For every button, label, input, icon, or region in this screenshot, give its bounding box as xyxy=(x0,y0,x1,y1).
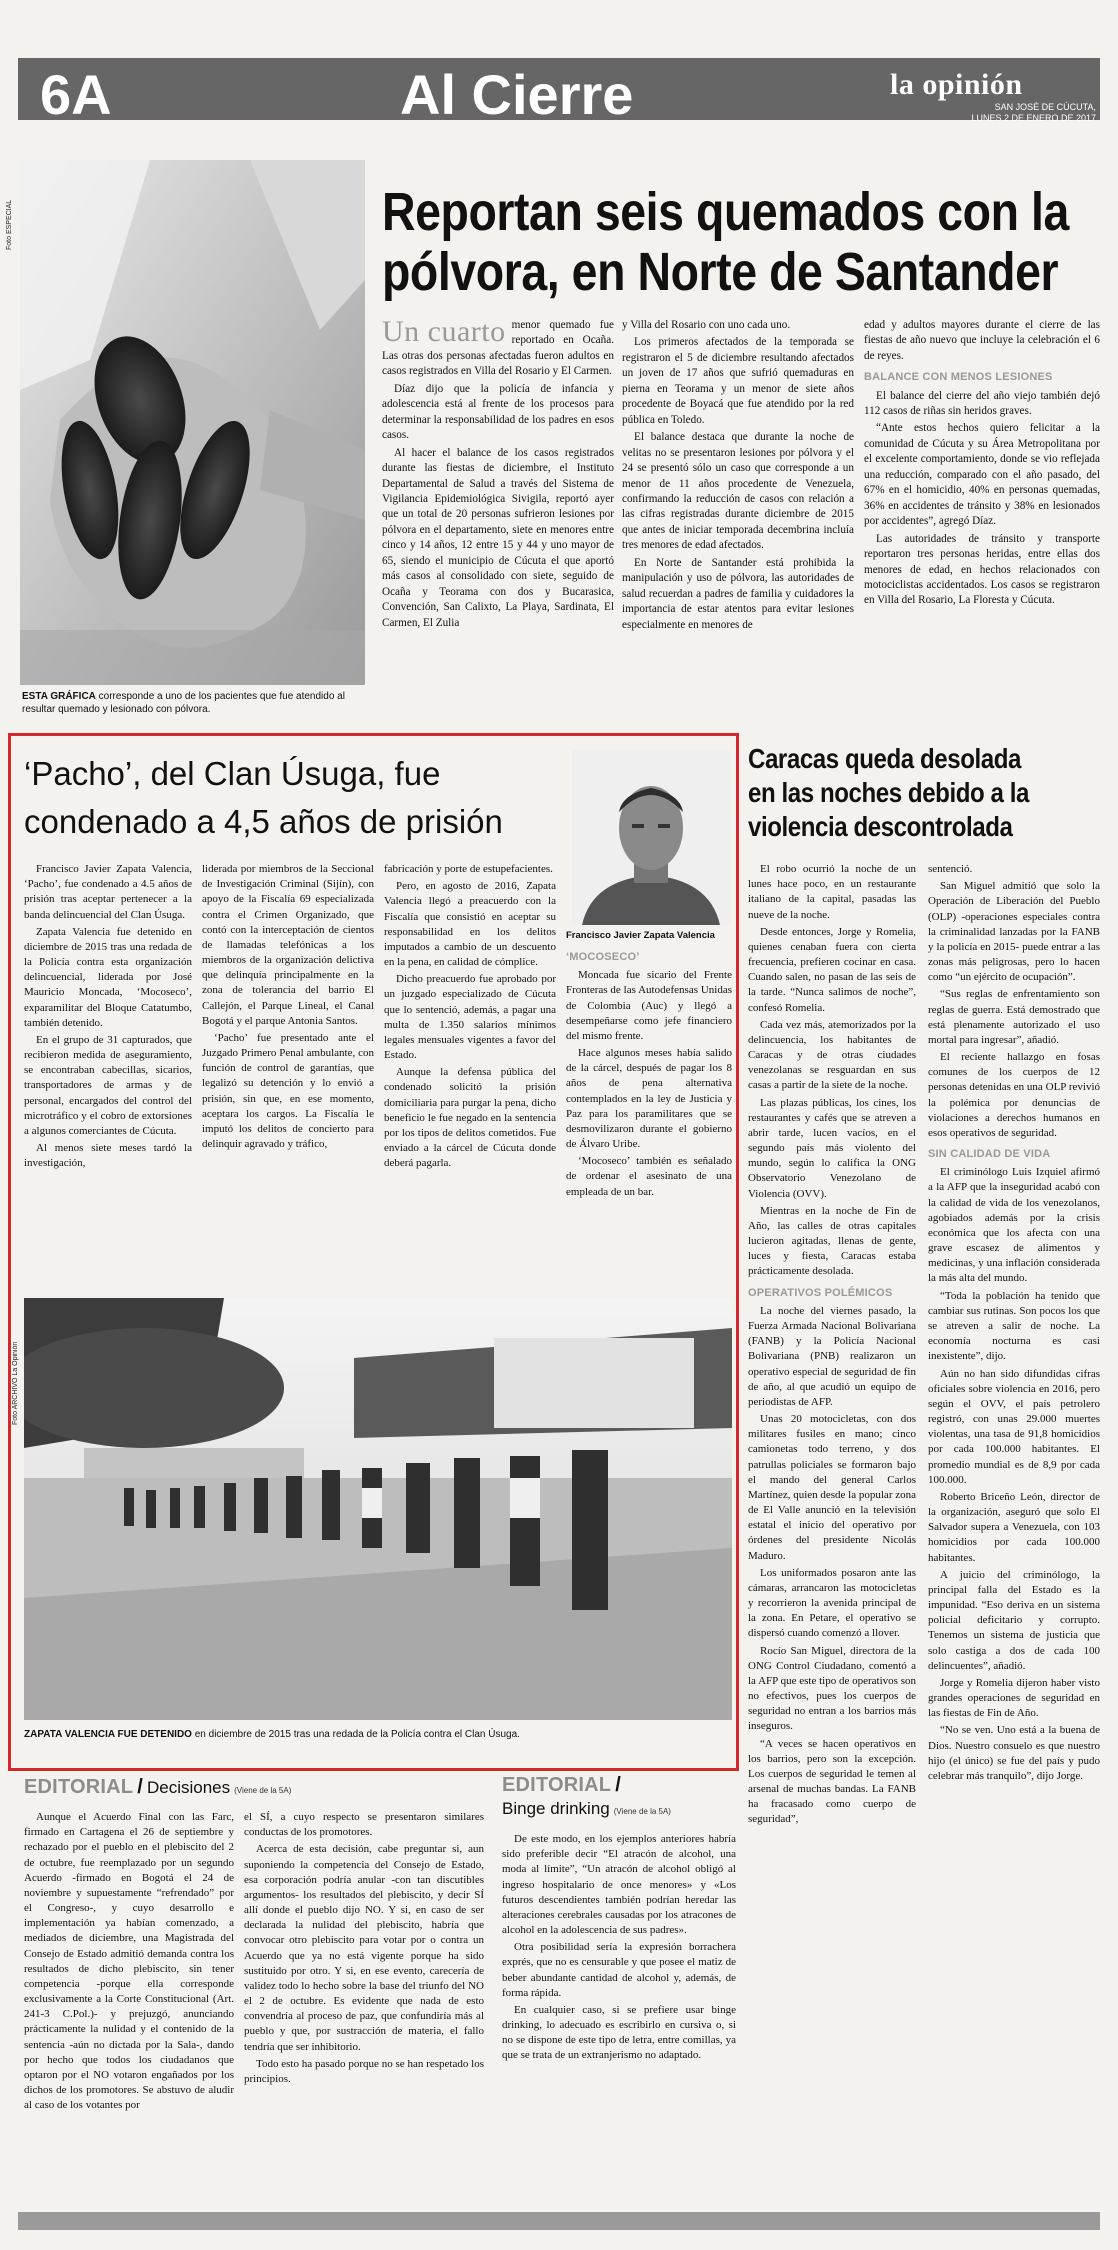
arrest-photo-image xyxy=(24,1298,732,1720)
story3-c1b-p1: La noche del viernes pasado, la Fuerza Armada Nacional Bolivariana (FANB) y la Policía Nacional Bolivariana (PNB) realizaron un operativo especial de seguridad de fin de año, al que acudió un equipo de periodistas de AFP. xyxy=(748,1304,916,1408)
story2-c4-p3: ‘Mocoseco’ también es señalado de ordenar el asesinato de una empleada de un bar. xyxy=(566,1155,732,1198)
edition-place: SAN JOSÉ DE CÚCUTA, xyxy=(994,102,1096,112)
editorial2-c1-p2: Otra posibilidad sería la expresión borrachera exprés, que no es censurable y que posee el matiz de beber abundante cantidad de alcohol y, además, de forma rápida. xyxy=(502,1941,736,1999)
story3-headline-line1: Caracas queda desolada xyxy=(748,743,1021,774)
arrest-photo-caption xyxy=(24,1728,732,1741)
story2-headline-line2: condenado a 4,5 años de prisión xyxy=(24,803,503,840)
story3-headline-line3: violencia descontrolada xyxy=(748,811,1013,842)
editorial1-column-1 xyxy=(24,1810,234,2115)
story3-c2b-p7: “No se ven. Uno está a la buena de Dios. Nuestro consuelo es que nuestro hijo (el único) se fue del país y pudo celebrar más tranquilo”, dijo Jorge. xyxy=(928,1724,1100,1782)
editorial1-c2-p2: Acerca de esta decisión, cabe preguntar si, aun suponiendo la competencia del Consejo de Estado, esa corporación podría anular -con tan discutibles argumentos- los resultados del plebiscito, y decir SÍ allí donde el pueblo dijo NO. Y si, en caso de ser declarada la nulidad del plebiscito, habría que convocar otro plebiscito para votar por o contra un Acuerdo que ya no está vigente porque ha sido sustituido por otro. Y si, en ese evento, carecería de validez todo lo hecho sobre la base del triunfo del NO el 2 de octubre. Es evidente que nada de esto convendría al proceso de paz, que confundiría más al pueblo y que, por sustracción de materia, el fallo tendría que ser inhibitorio. xyxy=(244,1843,484,2053)
story2-headline-line1: ‘Pacho’, del Clan Úsuga, fue xyxy=(24,755,441,792)
bottom-rule xyxy=(18,2212,1100,2230)
story2-c1-p4: Al menos siete meses tardó la investigación, xyxy=(24,1142,192,1170)
editorial2-c1-p1: De este modo, en los ejemplos anteriores habría sido preferible decir “El atracón de alcohol, una moda al límite”, “Un atracón de alcohol obligó al ingreso hospitalario de once menores» y «Los futuros descendientes también podrían heredar las alteraciones cerebrales causadas por los atracones de alcohol en la adolescencia de sus padres». xyxy=(502,1833,736,1937)
editorial1-slash: / xyxy=(137,1776,143,1798)
story3-c2-p3: “Sus reglas de enfrentamiento son reglas de guerra. Está demostrado que está plenamente autorizado el uso mortal para ingresar”, añadió. xyxy=(928,988,1100,1046)
editorial2-column-1 xyxy=(502,1832,736,2066)
editorial2-from: (Viene de la 5A) xyxy=(613,1807,671,1816)
editorial2-header xyxy=(502,1774,742,1819)
story1-c3-p1: El balance del cierre del año viejo también dejó 112 casos de riñas sin heridos graves. xyxy=(864,389,1100,417)
story1-column-2 xyxy=(622,318,854,635)
story1-c2-p2: Los primeros afectados de la temporada se registraron el 5 de diciembre resultando afectados un joven de 17 años que sufrió quemaduras en pierna en Teorama y un menor de siete años procedente de Boyacá que fue atendido por la red pública en Toledo. xyxy=(622,336,854,426)
story1-headline-line2: pólvora, en Norte de Santander xyxy=(382,242,1059,302)
story2-c4-p1: Moncada fue sicario del Frente Fronteras de las Autodefensas Unidas de Colombia (Auc) y llegó a desempeñarse como jefe financiero del mismo frente. xyxy=(566,969,732,1042)
caption2-bold: ZAPATA VALENCIA FUE DETENIDO xyxy=(24,1729,192,1740)
story3-column-1 xyxy=(748,862,916,1830)
story2-c1-p2: Zapata Valencia fue detenido en diciembre de 2015 tras una redada de la Policía contra esta organización delincuencial, liderada por José Mauricio Moncada, ‘Mocoseco’, exparamilitar del Bloque Catatumbo, también detenido. xyxy=(24,925,192,1029)
story2-column-2 xyxy=(202,862,374,1154)
story1-headline xyxy=(382,182,1070,302)
editorial1-c1-p1: Aunque el Acuerdo Final con las Farc, firmado en Cartagena el 26 de septiembre y rechazado por el pueblo en el plebiscito del 2 de octubre, fue reemplazado por un segundo Acuerdo -firmado en Bogotá el 24 de noviembre y supuestamente “refrendado” por el Congreso-, y cuyo desarrollo e implementación ya habían comenzado, a mediados de diciembre, una Magistrada del Consejo de Estado admitió demanda contra los resultados de dicho plebiscito, sin tener competencia -porque ella corresponde exclusivamente a la Corte Constitucional (Art. 241-3 C.Pol.)- y prejuzgó, anunciando prácticamente la nulidad y el contenido de la sentencia -aún no dictada por la Sala-, dando por hecho que todos los ciudadanos que optaron por el NO votaron engañados por los dichos de los promotores. Se abstuvo de aludir al caso de los votantes por xyxy=(24,1811,234,2112)
editorial2-title: Binge drinking xyxy=(502,1799,610,1818)
story2-c4-p2: Hace algunos meses había salido de la cárcel, después de pagar los 8 años de pena alternativa contemplados en la ley de Justicia y Paz para los paramilitares que se desmovilizaron durante el gobierno de Álvaro Uribe. xyxy=(566,1047,732,1151)
portrait-photo xyxy=(572,750,730,925)
masthead xyxy=(18,18,1100,138)
page-number: 6A xyxy=(40,63,112,126)
story2-c2-p2: ‘Pacho’ fue presentado ante el Juzgado Primero Penal ambulante, con función de control de garantías, que legalizó su detención y lo envió a prisión, sin que, en ese momento, aceptara los cargos. La Fiscalía le imputó los delitos de concierto para delinquir agravado y tráfico, xyxy=(202,1031,374,1151)
story3-c2b-p6: Jorge y Romelia dijeron haber visto grandes operaciones de seguridad en las fiestas de Fin de Año. xyxy=(928,1676,1100,1720)
story2-c3-p2: Pero, en agosto de 2016, Zapata Valencia llegó a preacuerdo con la Fiscalía que consistió en aceptar su responsabilidad en los delitos imputados a cambio de un descuento en la pena, en calidad de cómplice. xyxy=(384,880,556,969)
story1-c3-p3: Las autoridades de tránsito y transporte reportaron tres personas heridas, entre ellas dos menores de edad, en hechos relacionados con motociclistas accidentados. Los casos se registraron en Villa del Rosario, La Floresta y Cúcuta. xyxy=(864,532,1100,607)
story1-subhead: BALANCE CON MENOS LESIONES xyxy=(864,371,1053,384)
story2-c3-p4: Aunque la defensa pública del condenado solicitó la prisión domiciliaria para purgar la pena, dicho beneficio le fue negado en la sentencia por los tipos de delitos cometidos. Fue enviado a la cárcel de Cúcuta donde deberá pagarla. xyxy=(384,1066,556,1170)
story1-c2-p3: El balance destaca que durante la noche de velitas no se presentaron lesiones por pólvora y el 24 se presentó sólo un caso que corresponde a un menor de 11 años procedente de Venezuela, confirmando la reducción de casos con relación a las cifras registradas durante diciembre de 2015 que antes de iniciar temporada decembrina incluía tres menores de edad afectados. xyxy=(622,431,854,552)
story3-c2-p1: sentenció. xyxy=(928,863,973,875)
story2-c3-p3: Dicho preacuerdo fue aprobado por un juzgado especializado de Cúcuta que lo sentenció, además, a pagar una multa de 1.350 salarios mínimos legales mensuales vigentes a favor del Estado. xyxy=(384,973,556,1062)
portrait-image xyxy=(572,750,730,925)
story1-column-3 xyxy=(864,318,1100,611)
story3-c1-p4: Las plazas públicas, los cines, los restaurantes y cafés que se atreven a abrir tarde, lucen vacíos, en el segundo país más violento del mundo, según lo califica la ONG Observatorio Venezolano de Violencia (OVV). xyxy=(748,1096,916,1200)
story1-c2-p4: En Norte de Santander está prohibida la manipulación y uso de pólvora, las autoridades de salud recuerdan a padres de familia y cuidadores la importancia de estar atentos para evitar lesiones especialmente en menores de xyxy=(622,556,854,631)
story1-c1-p1: menor quemado fue reportado en Ocaña. Las otras dos personas afectadas fueron adultos en casos registrados en Villa del Rosario y El Carmen. xyxy=(382,319,614,378)
editorial1-title: Decisiones xyxy=(146,1778,231,1797)
story3-c1b-p4: Rocío San Miguel, directora de la ONG Control Ciudadano, comentó a la AFP que este tipo de operativos son no efectivos, pues los cuerpos de seguridad no entran a los barrios más inseguros. xyxy=(748,1644,916,1733)
story1-c3-lead: edad y adultos mayores durante el cierre de las fiestas de año nuevo que incluye la celebración el 6 de reyes. xyxy=(864,319,1100,362)
arrest-photo-credit: Foto ARCHIVO La Opinión xyxy=(12,1341,19,1425)
caption2-text: en diciembre de 2015 tras una redada de la Policía contra el Clan Úsuga. xyxy=(191,1729,520,1740)
story2-subhead: ‘MOCOSECO’ xyxy=(566,951,640,963)
caption-bold: ESTA GRÁFICA xyxy=(22,691,96,702)
story2-c3-p1: fabricación y porte de estupefacientes. xyxy=(384,863,553,875)
story2-headline xyxy=(24,750,564,846)
section-title: Al Cierre xyxy=(400,63,634,126)
story3-c1-p1: El robo ocurrió la noche de un lunes hace poco, en un restaurante italiano de la capital, pasadas las nueve de la noche. xyxy=(748,863,916,921)
story3-headline xyxy=(748,742,1109,844)
editorial1-from: (Viene de la 5A) xyxy=(234,1786,292,1795)
story3-c2b-p1: El criminólogo Luis Izquiel afirmó a la AFP que la inseguridad acabó con la calidad de vida de los venezolanos, agobiados además por la crisis económica que los afecta con una grave escasez de alimentos y medicinas, y una inflación considerada la más alta del mundo. xyxy=(928,1166,1100,1285)
burn-photo xyxy=(20,160,365,685)
editorial2-slash: / xyxy=(615,1774,621,1796)
story2-column-1 xyxy=(24,862,192,1173)
editorial2-label: EDITORIAL xyxy=(502,1774,612,1796)
story2-c2-p1: liderada por miembros de la Seccional de Investigación Criminal (Sijín), con apoyo de la Fiscalía 69 especializada contra el Crimen Organizado, que contó con la interceptación de cientos de llamadas telefónicas a los miembros de la organización delictiva que delinquía principalmente en la zona de tolerancia del barrio El Callejón, el Parque Lineal, el Canal Bogotá y el parque Antonia Santos. xyxy=(202,863,374,1027)
editorial1-c2-p1: el SÍ, a cuyo respecto se presentaron similares conductas de los promotores. xyxy=(244,1811,484,1839)
editorial1-column-2 xyxy=(244,1810,484,2089)
arrest-photo xyxy=(24,1298,732,1720)
caption-text: corresponde a uno de los pacientes que fue atendido al resultar quemado y lesionado con pólvora. xyxy=(22,691,345,715)
story3-c2-p2: San Miguel admitió que solo la Operación de Liberación del Pueblo (OLP) -operaciones especiales contra la criminalidad lanzadas por la FANB y la policía en 2015- puede entrar a las zonas más peligrosas, pero lo hacen como “un ejército de ocupación”. xyxy=(928,880,1100,984)
story1-c1-p2: Díaz dijo que la policía de infancia y adolescencia está al frente de los procesos para determinar la responsabilidad de los padres en esos casos. xyxy=(382,382,614,442)
edition-date: LUNES 2 DE ENERO DE 2017 xyxy=(971,113,1096,123)
story2-column-3 xyxy=(384,862,556,1173)
editorial1-header xyxy=(24,1776,354,1804)
editorial1-c2-p3: Todo esto ha pasado porque no se han respetado los principios. xyxy=(244,2057,484,2085)
story2-c1-p1: Francisco Javier Zapata Valencia, ‘Pacho’, fue condenado a 4.5 años de prisión tras aceptar pertenecer a la banda delincuencial del Clan Úsuga. xyxy=(24,863,192,921)
story3-headline-line2: en las noches debido a la xyxy=(748,777,1029,808)
story2-c1-p3: En el grupo de 31 capturados, que recibieron medida de aseguramiento, se encontraban cabecillas, sicarios, transportadores de armas y de personal, encargados del control del microtráfico y el cobro de extorsiones a algunos comerciantes de Cúcuta. xyxy=(24,1033,192,1137)
story3-c1-p3: Cada vez más, atemorizados por la delincuencia, los habitantes de Caracas y de otras ciudades venezolanas se resguardan en sus casas a partir de la siete de la noche. xyxy=(748,1018,916,1092)
story3-c1b-p5: “A veces se hacen operativos en los barrios, pero son la excepción. Los cuerpos de seguridad le temen al arsenal de muchas bandas. La FANB ha fracasado como cuerpo de seguridad”, xyxy=(748,1737,916,1826)
burn-photo-credit: Foto ESPECIAL xyxy=(6,199,13,250)
story3-subhead-2: SIN CALIDAD DE VIDA xyxy=(928,1148,1051,1161)
story3-c2b-p3: Aún no han sido difundidas cifras oficiales sobre violencia en 2016, pero según el OVV, el país petrolero registró, con unas 29.000 muertes violentas, una tasa de 91,8 homicidios por cada 100.000 habitantes. El promedio mundial es de 8,9 por cada 100.000. xyxy=(928,1367,1100,1486)
editorial1-label: EDITORIAL xyxy=(24,1776,134,1798)
story3-c1b-p2: Unas 20 motocicletas, con dos militares fusiles en mano; cinco camionetas todo terreno, y dos patrullas policiales se formaron bajo el mando del general Carlos Martínez, quien desde la popular zona de El Valle anunció en la televisión estatal el inicio del operativo por órdenes del presidente Nicolás Maduro. xyxy=(748,1413,916,1562)
story3-column-2 xyxy=(928,862,1100,1786)
burn-photo-caption xyxy=(22,690,362,716)
story3-c2b-p2: “Toda la población ha tenido que cambiar sus rutinas. Son pocos los que se atreven a salir de noche. La economía nocturna es casi inexistente”, dijo. xyxy=(928,1289,1100,1363)
editorial2-c1-p3: En cualquier caso, si se prefiere usar binge drinking, lo adecuado es escribirlo en cursiva o, si no se dispone de este tipo de letra, entre comillas, ya que se trata de un extranjerismo no adaptado. xyxy=(502,2003,736,2062)
story1-dropcap: Un cuarto xyxy=(382,315,506,348)
story1-headline-line1: Reportan seis quemados con la xyxy=(382,182,1069,242)
story2-column-4 xyxy=(566,950,732,1202)
story1-c3-p2: “Ante estos hechos quiero felicitar a la comunidad de Cúcuta y su Área Metropolitana por el excelente comportamiento, donde se vio reflejada una reducción, comparado con el año pasado, del 67% en el homicidio, 40% en personas quemadas, 36% en accidentes de tránsito y 38% en lesionados por accidentes”, agregó Díaz. xyxy=(864,422,1100,528)
story3-c2b-p5: A juicio del criminólogo, la principal falla del Estado es la impunidad. “Eso deriva en un sistema policial deficitario y corrupto. Tenemos un sistema de justicia que solo castiga a dos de cada 100 delincuentes”, añadió. xyxy=(928,1568,1100,1672)
story3-c2b-p4: Roberto Briceño León, director de la organización, aseguró que solo El Salvador supera a Venezuela, con 103 homicidios por cada 100.000 habitantes. xyxy=(928,1490,1100,1564)
story3-c1-p5: Mientras en la noche de Fin de Año, las calles de otras capitales lucieron agitadas, llenas de gente, luces y fiesta, Caracas estaba prácticamente desolada. xyxy=(748,1204,916,1278)
story1-column-1 xyxy=(382,315,614,633)
story3-subhead-1: OPERATIVOS POLÉMICOS xyxy=(748,1286,893,1299)
story1-c1-p3: Al hacer el balance de los casos registrados durante las fiestas de diciembre, el Instituto Departamental de Salud a través del Sistema de Vigilancia Epidemiológica Sivigila, reportó ayer que un total de 20 personas sufrieron lesiones por pólvora en el departamento, siete en menores entre cinco y 14 años, 12 entre 15 y 44 y uno mayor de 65, siendo el municipio de Cúcuta el que aportó más casos al consolidado con siete, seguido de Ocaña y Teorama con dos y Bucarasica, Convención, San Calixto, La Playa, Sardinata, El Carmen, El Zulia xyxy=(382,446,614,629)
story3-c1-p2: Desde entonces, Jorge y Romelia, quienes cenaban fuera con cierta frecuencia, prefieren cocinar en casa. Cuando salen, no pasan de las seis de la tarde. “Nunca salimos de noche”, confesó Romelia. xyxy=(748,925,916,1014)
story3-c2-p4: El reciente hallazgo en fosas comunes de los cuerpos de 12 personas detenidas en una OLP revivió la polémica por denuncias de violaciones a derechos humanos en esos operativos de seguridad. xyxy=(928,1051,1100,1139)
portrait-caption: Francisco Javier Zapata Valencia xyxy=(566,930,715,941)
burn-photo-image xyxy=(20,160,365,685)
story1-c2-p1: y Villa del Rosario con uno cada uno. xyxy=(622,319,791,331)
story3-c1b-p3: Los uniformados posaron ante las cámaras, arrancaron las motocicletas y recorrieron la avenida principal de la zona. En Petare, el operativo se dispersó cuando comenzó a llover. xyxy=(748,1566,916,1640)
logo: la opinión xyxy=(890,68,1023,101)
